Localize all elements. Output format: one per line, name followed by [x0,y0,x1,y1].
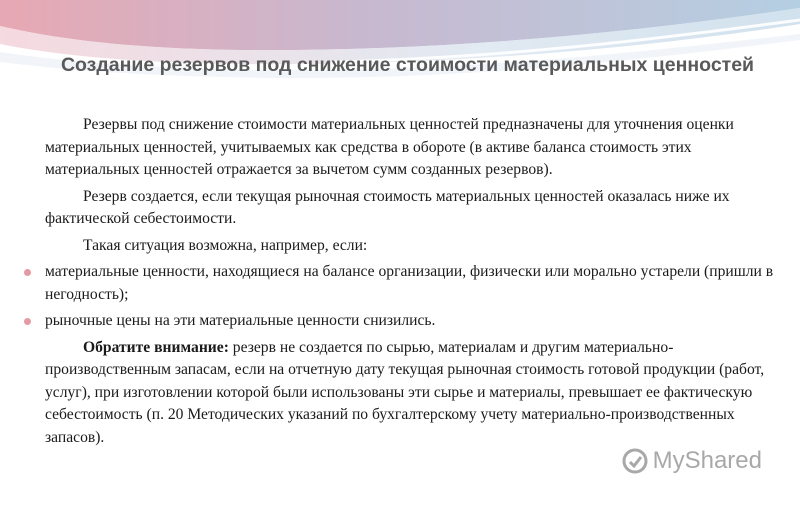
bullet-icon [24,318,31,325]
paragraph-text: Резервы под снижение стоимости материальных ценностей предназначены для уточнения оценки материальных ценностей, учитываемых как средства в обороте (в активе баланса стоимость этих материальных ценностей отражается за вычетом сумм созданных резервов). [45,116,734,178]
list-item-text: материальные ценности, находящиеся на балансе организации, физически или морально устарели (пришли в негодность); [45,263,774,303]
paragraph-note [22,337,782,450]
bullet-icon [24,269,31,276]
watermark-text: MyShared [652,447,762,474]
slide-title: Создание резервов под снижение стоимости материальных ценностей [60,54,755,76]
paragraph-text: Такая ситуация возможна, например, если: [83,236,368,254]
slide-body [22,114,782,449]
paragraph-text: Резерв создается, если текущая рыночная стоимость материальных ценностей оказалась ниже их фактической себестоимости. [45,187,730,227]
list-item [22,310,782,333]
paragraph-reserve-condition [22,186,782,231]
note-text: резерв не создается по сырью, материалам и другим материально-производственным запасам, если на отчетную дату текущая рыночная стоимость готовой продукции (работ, услуг), при изготовлении которой были использованы эти сырье и материалы, превышает ее фактическую себестоимость (п. 20 Методических указаний по бухгалтерскому учету материально-производственных запасов). [45,338,765,446]
myshared-watermark [622,447,762,475]
note-label: Обратите внимание: [83,338,229,356]
list-item-text: рыночные цены на эти материальные ценности снизились. [45,312,436,329]
list-item [22,261,782,306]
paragraph-reserves-purpose [22,114,782,182]
paragraph-situation [22,235,782,258]
myshared-logo-icon [622,448,648,474]
